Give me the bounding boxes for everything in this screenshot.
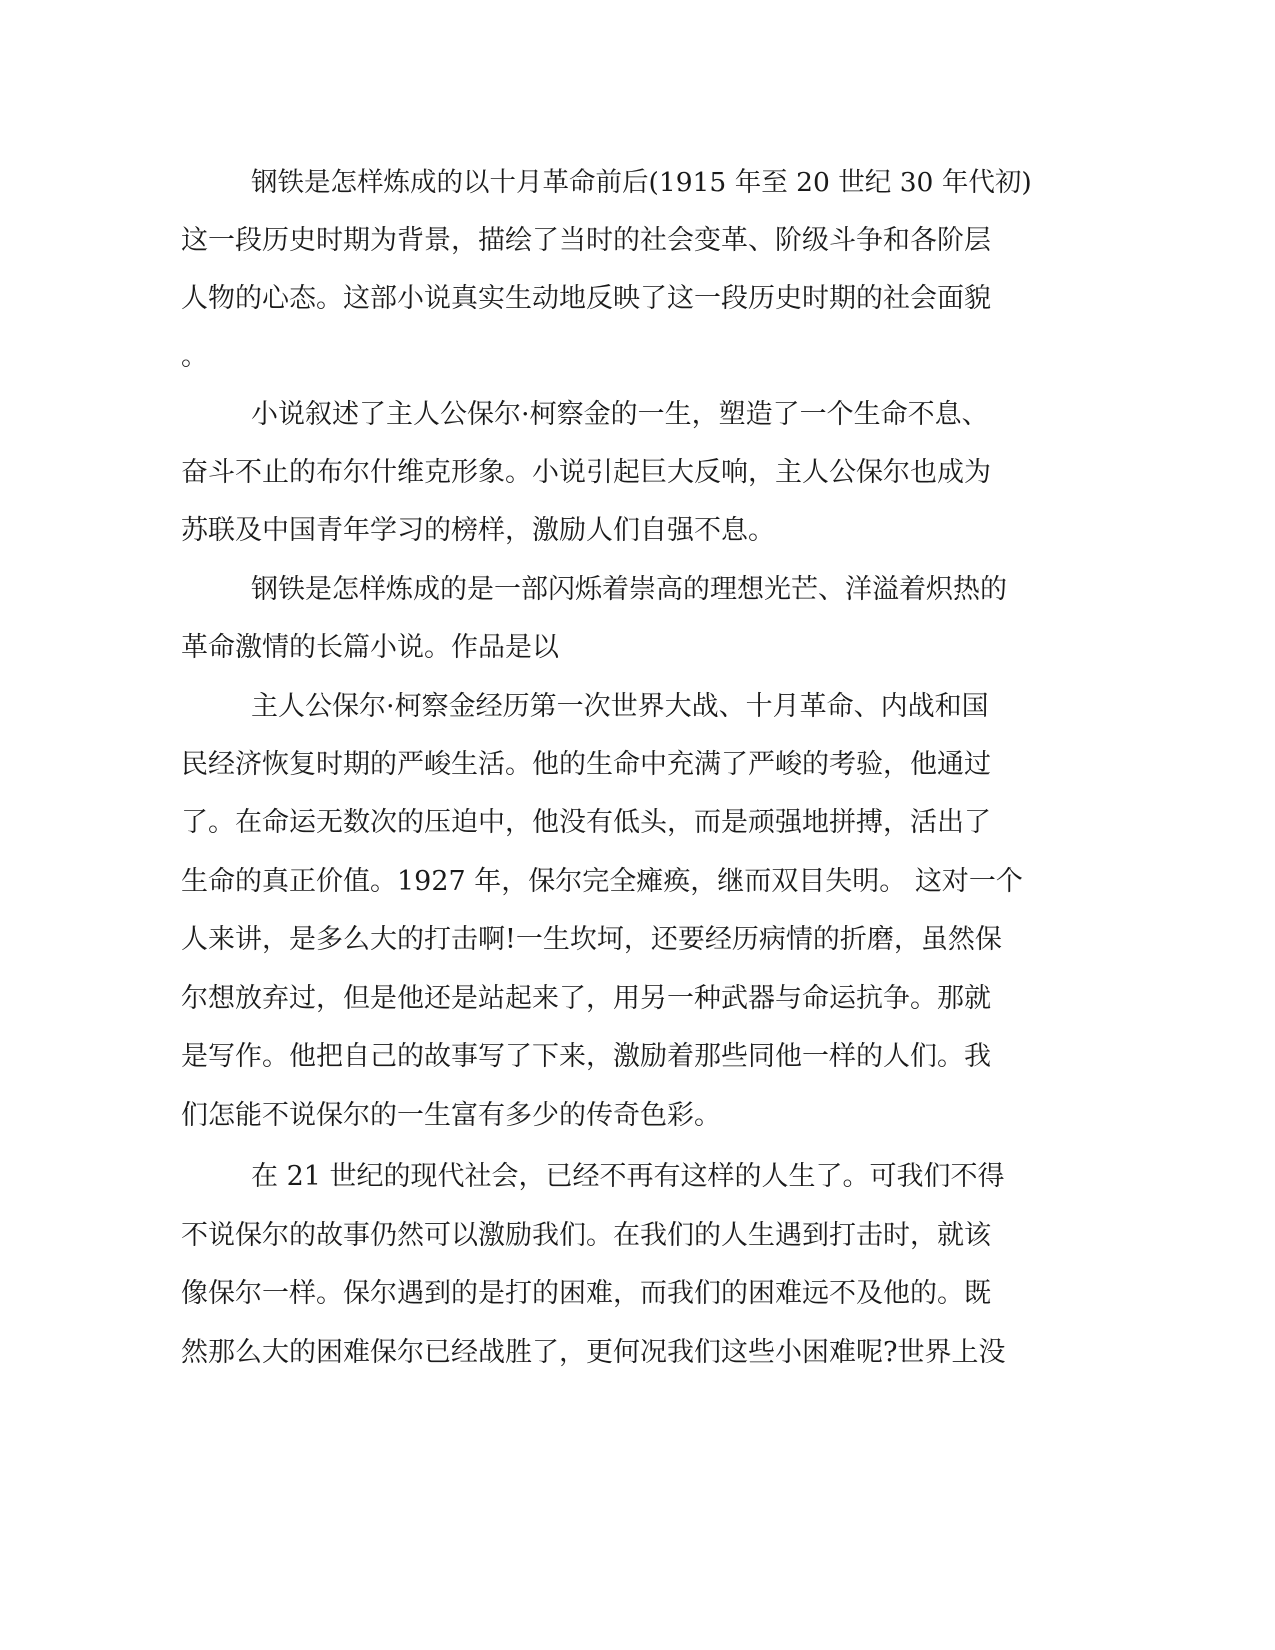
text-line: 主人公保尔·柯察金经历第一次世界大战、十月革命、内战和国 <box>251 691 989 722</box>
text-line: 奋斗不止的布尔什维克形象。小说引起巨大反响，主人公保尔也成为 <box>181 457 991 488</box>
text-line: 这一段历史时期为背景，描绘了当时的社会变革、阶级斗争和各阶层 <box>181 225 991 256</box>
text-line: 人来讲，是多么大的打击啊!一生坎坷，还要经历病情的折磨，虽然保 <box>181 924 1002 955</box>
text-line: 们怎能不说保尔的一生富有多少的传奇色彩。 <box>181 1100 721 1131</box>
text-line: 小说叙述了主人公保尔·柯察金的一生，塑造了一个生命不息、 <box>251 399 989 430</box>
text-line: 了。在命运无数次的压迫中，他没有低头，而是顽强地拼搏，活出了 <box>181 807 991 838</box>
text-line: 钢铁是怎样炼成的是一部闪烁着崇高的理想光芒、洋溢着炽热的 <box>251 574 1007 605</box>
text-line: 钢铁是怎样炼成的以十月革命前后(1915 年至 20 世纪 30 年代初) <box>251 167 1032 198</box>
text-line: 不说保尔的故事仍然可以激励我们。在我们的人生遇到打击时，就该 <box>181 1220 991 1251</box>
text-line: 人物的心态。这部小说真实生动地反映了这一段历史时期的社会面貌 <box>181 283 991 314</box>
text-line: 生命的真正价值。1927 年，保尔完全瘫痪，继而双目失明。 这对一个 <box>181 866 1023 897</box>
text-line: 是写作。他把自己的故事写了下来，激励着那些同他一样的人们。我 <box>181 1041 991 1072</box>
text-line: 革命激情的长篇小说。作品是以 <box>181 632 559 663</box>
text-line: 像保尔一样。保尔遇到的是打的困难，而我们的困难远不及他的。既 <box>181 1278 991 1309</box>
text-line: 民经济恢复时期的严峻生活。他的生命中充满了严峻的考验，他通过 <box>181 749 991 780</box>
text-line: 尔想放弃过，但是他还是站起来了，用另一种武器与命运抗争。那就 <box>181 983 991 1014</box>
text-line: 苏联及中国青年学习的榜样，激励人们自强不息。 <box>181 515 775 546</box>
text-line: 在 21 世纪的现代社会，已经不再有这样的人生了。可我们不得 <box>251 1161 1005 1192</box>
text-line: 。 <box>181 341 208 372</box>
text-line: 然那么大的困难保尔已经战胜了，更何况我们这些小困难呢?世界上没 <box>181 1337 1006 1368</box>
